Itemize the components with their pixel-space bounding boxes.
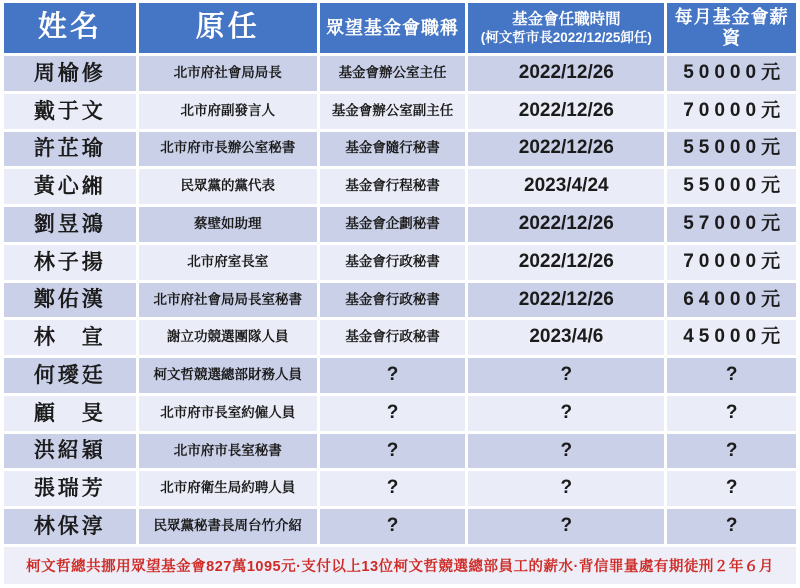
cell-former-role: 民眾黨的黨代表	[139, 169, 317, 204]
cell-former-role: 北市府市長室秘書	[139, 434, 317, 469]
table-row	[4, 509, 796, 544]
cell-start-date: ?	[468, 434, 664, 469]
cell-name: 何璦廷	[4, 358, 136, 393]
cell-start-date: 2022/12/26	[468, 56, 664, 91]
cell-name: 黃心緗	[4, 169, 136, 204]
cell-foundation-title: 基金會辦公室主任	[320, 56, 466, 91]
cell-start-date: ?	[468, 358, 664, 393]
cell-foundation-title: ?	[320, 509, 466, 544]
cell-start-date: 2022/12/26	[468, 132, 664, 167]
cell-former-role: 北市府社會局局長	[139, 56, 317, 91]
cell-foundation-title: ?	[320, 471, 466, 506]
cell-salary: 45000元	[667, 320, 796, 355]
cell-start-date: ?	[468, 396, 664, 431]
table-header-row	[4, 3, 796, 53]
cell-salary: 70000元	[667, 245, 796, 280]
cell-salary: 50000元	[667, 56, 796, 91]
cell-start-date: 2023/4/6	[468, 320, 664, 355]
col-header-name-label: 姓名	[37, 11, 102, 44]
cell-foundation-title: 基金會辦公室副主任	[320, 94, 466, 129]
col-header-former-role	[139, 3, 317, 53]
cell-former-role: 北市府市長辦公室秘書	[139, 132, 317, 167]
cell-salary: 64000元	[667, 283, 796, 318]
cell-salary: ?	[667, 434, 796, 469]
cell-name: 林 宣	[4, 320, 136, 355]
cell-start-date: ?	[468, 471, 664, 506]
table-row	[4, 169, 796, 204]
cell-start-date: ?	[468, 509, 664, 544]
col-header-former-role-label: 原任	[195, 11, 260, 44]
footer-note-bar	[4, 547, 796, 584]
col-header-foundation-title-label: 眾望基金會職稱	[326, 17, 460, 38]
cell-start-date: 2022/12/26	[468, 245, 664, 280]
cell-foundation-title: 基金會行政秘書	[320, 283, 466, 318]
cell-salary: 55000元	[667, 169, 796, 204]
table-row	[4, 94, 796, 129]
col-header-salary-label: 每月基金會薪資	[674, 7, 789, 48]
cell-salary: 70000元	[667, 94, 796, 129]
cell-salary: ?	[667, 396, 796, 431]
table-row	[4, 283, 796, 318]
table-row	[4, 396, 796, 431]
cell-former-role: 北市府市長室約僱人員	[139, 396, 317, 431]
cell-salary: ?	[667, 509, 796, 544]
cell-salary: 57000元	[667, 207, 796, 242]
table-row	[4, 471, 796, 506]
cell-start-date: 2022/12/26	[468, 207, 664, 242]
cell-name: 林子揚	[4, 245, 136, 280]
cell-name: 戴于文	[4, 94, 136, 129]
col-header-start-date-label: 基金會任職時間	[512, 10, 621, 28]
table-row	[4, 56, 796, 91]
cell-foundation-title: 基金會行政秘書	[320, 245, 466, 280]
cell-name: 洪紹穎	[4, 434, 136, 469]
col-header-salary	[667, 3, 796, 53]
cell-name: 周榆修	[4, 56, 136, 91]
col-header-name	[4, 3, 136, 53]
table-row	[4, 434, 796, 469]
cell-name: 劉昱鴻	[4, 207, 136, 242]
cell-former-role: 北市府社會局局長室秘書	[139, 283, 317, 318]
table-body	[4, 56, 796, 544]
cell-name: 許芷瑜	[4, 132, 136, 167]
cell-start-date: 2022/12/26	[468, 94, 664, 129]
col-header-start-date-sublabel: (柯文哲市長2022/12/25卸任)	[480, 29, 652, 45]
table-row	[4, 207, 796, 242]
cell-former-role: 謝立功競選團隊人員	[139, 320, 317, 355]
table-row	[4, 320, 796, 355]
cell-name: 顧 旻	[4, 396, 136, 431]
cell-foundation-title: ?	[320, 396, 466, 431]
cell-former-role: 蔡壁如助理	[139, 207, 317, 242]
table-row	[4, 245, 796, 280]
cell-foundation-title: 基金會行政秘書	[320, 320, 466, 355]
cell-start-date: 2022/12/26	[468, 283, 664, 318]
table-row	[4, 358, 796, 393]
cell-name: 林保淳	[4, 509, 136, 544]
cell-foundation-title: 基金會行程秘書	[320, 169, 466, 204]
cell-former-role: 北市府衛生局約聘人員	[139, 471, 317, 506]
col-header-start-date	[468, 3, 664, 53]
cell-salary: ?	[667, 358, 796, 393]
footer-note-text: 柯文哲總共挪用眾望基金會827萬1095元·支付以上13位柯文哲競選總部員工的薪水·背信罪量處有期徒刑２年６月	[26, 559, 774, 575]
cell-salary: ?	[667, 471, 796, 506]
cell-foundation-title: 基金會隨行秘書	[320, 132, 466, 167]
cell-salary: 55000元	[667, 132, 796, 167]
cell-former-role: 民眾黨秘書長周台竹介紹	[139, 509, 317, 544]
cell-former-role: 北市府室長室	[139, 245, 317, 280]
cell-foundation-title: ?	[320, 434, 466, 469]
cell-name: 鄭佑漢	[4, 283, 136, 318]
cell-foundation-title: 基金會企劃秘書	[320, 207, 466, 242]
table-row	[4, 132, 796, 167]
cell-name: 張瑞芳	[4, 471, 136, 506]
cell-start-date: 2023/4/24	[468, 169, 664, 204]
col-header-foundation-title	[320, 3, 466, 53]
cell-former-role: 北市府副發言人	[139, 94, 317, 129]
cell-former-role: 柯文哲競選總部財務人員	[139, 358, 317, 393]
cell-foundation-title: ?	[320, 358, 466, 393]
